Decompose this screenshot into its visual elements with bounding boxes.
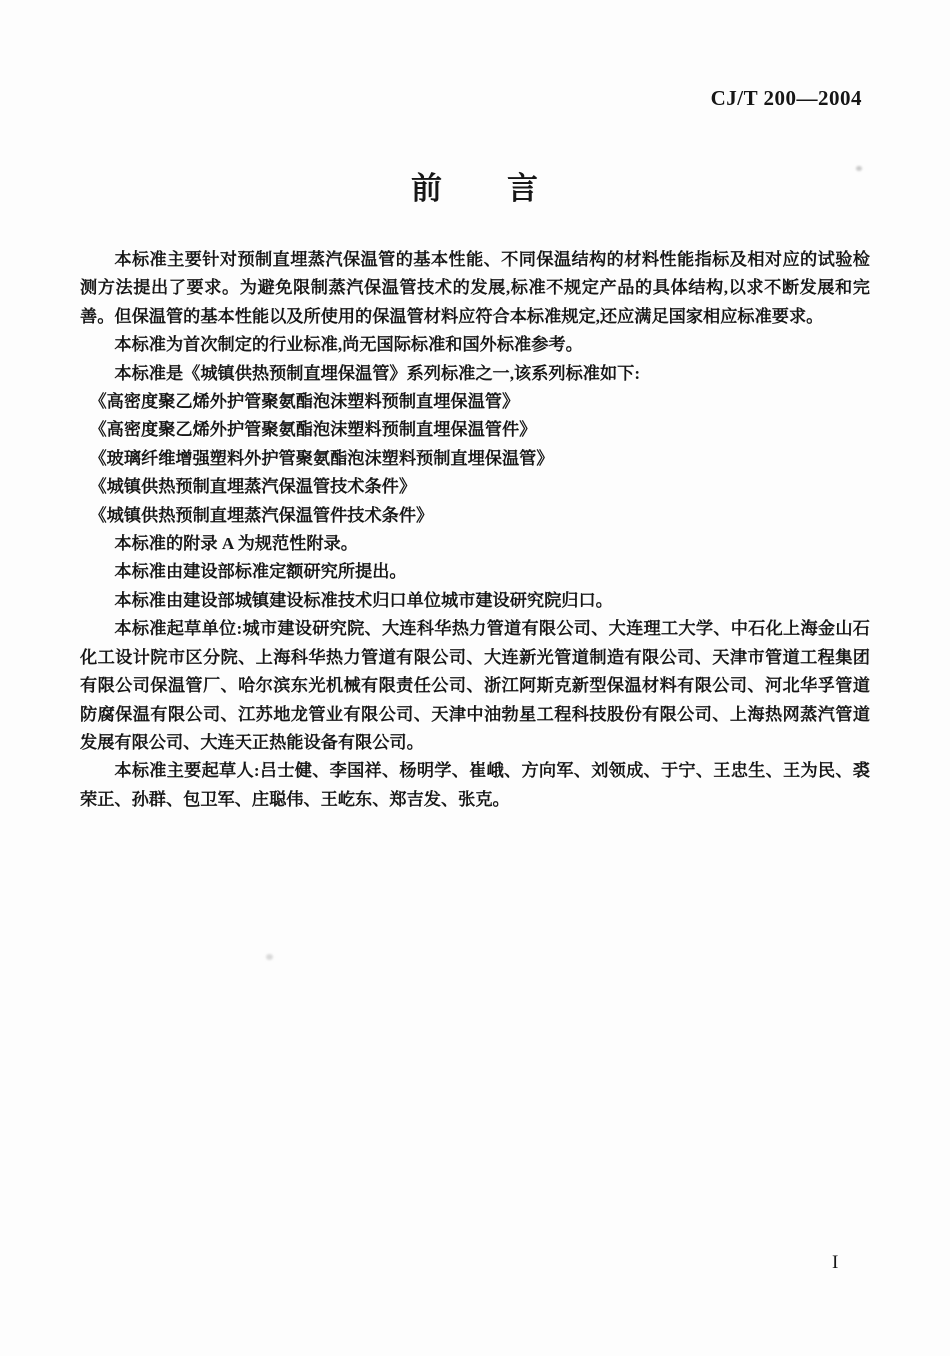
scan-artifact <box>266 954 273 960</box>
series-standard-title: 《城镇供热预制直埋蒸汽保温管技术条件》 <box>89 477 417 497</box>
series-standard-title: 《城镇供热预制直埋蒸汽保温管件技术条件》 <box>89 505 434 525</box>
series-standard-title: 《高密度聚乙烯外护管聚氨酯泡沫塑料预制直埋保温管》 <box>89 392 520 412</box>
drafters-paragraph: 本标准主要起草人:吕士健、李国祥、杨明学、崔峨、方向军、刘领成、于宁、王忠生、王为民、裘荣正、孙群、包卫军、庄聪伟、王屹东、郑吉发、张克。 <box>80 761 870 809</box>
page-title: 前 言 <box>411 171 539 206</box>
foreword-paragraph: 本标准由建设部标准定额研究所提出。 <box>114 562 407 582</box>
foreword-paragraph: 本标准主要针对预制直埋蒸汽保温管的基本性能、不同保温结构的材料性能指标及相对应的试验检测方法提出了要求。为避免限制蒸汽保温管技术的发展,标准不规定产品的具体结构,以求不断发展和完善。但保温管的基本性能以及所使用的保温管材料应符合本标准规定,还应满足国家相应标准要求。 <box>80 250 870 326</box>
series-standard-title: 《高密度聚乙烯外护管聚氨酯泡沫塑料预制直埋保温管件》 <box>89 420 537 440</box>
foreword-body <box>80 246 870 814</box>
page-number: I <box>832 1252 839 1273</box>
foreword-paragraph: 本标准由建设部城镇建设标准技术归口单位城市建设研究院归口。 <box>114 590 613 610</box>
drafting-units-paragraph: 本标准起草单位:城市建设研究院、大连科华热力管道有限公司、大连理工大学、中石化上海金山石化工设计院市区分院、上海科华热力管道有限公司、大连新光管道制造有限公司、天津市管道工程集团有限公司保温管厂、哈尔滨东光机械有限责任公司、浙江阿斯克新型保温材料有限公司、河北华孚管道防腐保温有限公司、江苏地龙管业有限公司、天津中油勃星工程科技股份有限公司、上海热网蒸汽管道发展有限公司、大连天正热能设备有限公司。 <box>80 619 870 752</box>
foreword-paragraph: 本标准为首次制定的行业标准,尚无国际标准和国外标准参考。 <box>114 335 583 355</box>
foreword-paragraph: 本标准是《城镇供热预制直埋保温管》系列标准之一,该系列标准如下: <box>114 363 641 383</box>
standard-code: CJ/T 200—2004 <box>710 86 862 110</box>
series-standard-title: 《玻璃纤维增强塑料外护管聚氨酯泡沫塑料预制直埋保温管》 <box>89 448 554 468</box>
foreword-paragraph: 本标准的附录 A 为规范性附录。 <box>114 534 358 554</box>
